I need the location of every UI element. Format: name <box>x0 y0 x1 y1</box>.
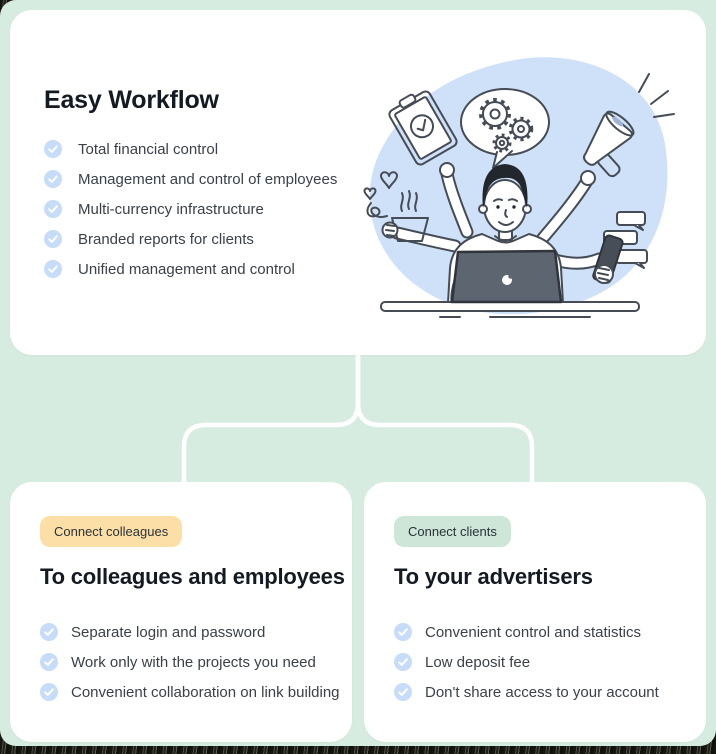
checklist-item-label: Separate login and password <box>71 623 266 641</box>
hand <box>440 163 454 177</box>
checklist-item <box>40 617 340 647</box>
checklist-item <box>44 134 364 164</box>
checklist-item <box>44 194 364 224</box>
colleagues-card <box>10 482 352 742</box>
checklist-item <box>394 617 659 647</box>
check-icon <box>394 623 412 641</box>
workflow-checklist <box>44 134 364 284</box>
check-icon <box>44 140 62 158</box>
check-icon <box>40 623 58 641</box>
clients-card <box>364 482 706 742</box>
check-icon <box>44 200 62 218</box>
checklist-item-label: Total financial control <box>78 140 219 158</box>
checklist-item <box>394 677 659 707</box>
check-icon <box>394 653 412 671</box>
connect-colleagues-badge: Connect colleagues <box>40 516 182 547</box>
checklist-item-label: Low deposit fee <box>425 653 531 671</box>
check-icon <box>40 683 58 701</box>
checklist-item <box>40 677 340 707</box>
colleagues-title: To colleagues and employees <box>40 564 345 589</box>
workflow-card <box>10 10 706 355</box>
checklist-item-label: Convenient control and statistics <box>425 623 641 641</box>
laptop-icon <box>452 251 561 302</box>
connect-clients-badge: Connect clients <box>394 516 511 547</box>
clients-checklist <box>394 617 659 707</box>
workflow-title: Easy Workflow <box>44 86 219 114</box>
colleagues-checklist <box>40 617 340 707</box>
hand <box>581 171 595 185</box>
checklist-item-label: Don't share access to your account <box>425 683 659 701</box>
multitasking-illustration <box>355 50 685 335</box>
checklist-item <box>394 647 659 677</box>
checklist-item-label: Work only with the projects you need <box>71 653 316 671</box>
checklist-item <box>44 254 364 284</box>
check-icon <box>44 260 62 278</box>
checklist-item <box>44 224 364 254</box>
check-icon <box>40 653 58 671</box>
checklist-item-label: Multi-currency infrastructure <box>78 200 264 218</box>
checklist-item-label: Management and control of employees <box>78 170 338 188</box>
checklist-item-label: Convenient collaboration on link building <box>71 683 340 701</box>
checklist-item-label: Unified management and control <box>78 260 295 278</box>
check-icon <box>44 230 62 248</box>
desk <box>381 302 639 311</box>
check-icon <box>44 170 62 188</box>
checklist-item <box>40 647 340 677</box>
clients-title: To your advertisers <box>394 564 593 589</box>
checklist-item <box>44 164 364 194</box>
checklist-item-label: Branded reports for clients <box>78 230 254 248</box>
check-icon <box>394 683 412 701</box>
